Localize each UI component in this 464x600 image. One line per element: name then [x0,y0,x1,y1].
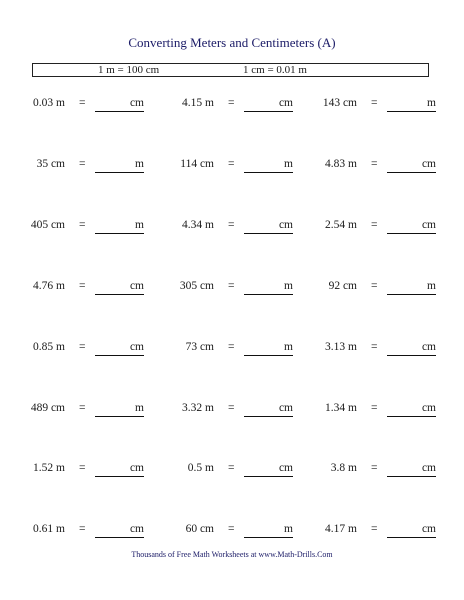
equals-sign: = [228,402,235,414]
problem-quantity: 4.17 m [325,523,357,535]
equals-sign: = [228,462,235,474]
equals-sign: = [228,280,235,292]
equals-sign: = [228,158,235,170]
conversion-problem [0,401,150,421]
equals-sign: = [79,523,86,535]
answer-blank[interactable]: cm [244,96,293,112]
answer-blank[interactable]: m [244,157,293,173]
problem-quantity: 3.13 m [325,341,357,353]
equals-sign: = [228,97,235,109]
problem-quantity: 4.34 m [182,219,214,231]
conversion-problem [149,279,299,299]
equals-sign: = [371,462,378,474]
answer-blank[interactable]: cm [95,279,144,295]
conversion-problem [149,522,299,542]
reference-fact-meters: 1 m = 100 cm [98,64,160,76]
equals-sign: = [79,341,86,353]
conversion-problem [149,401,299,421]
conversion-reference-box [32,63,429,77]
answer-blank[interactable]: m [387,279,436,295]
conversion-problem [0,522,150,542]
equals-sign: = [371,523,378,535]
problem-quantity: 4.83 m [325,158,357,170]
answer-blank[interactable]: cm [387,157,436,173]
equals-sign: = [79,462,86,474]
reference-fact-centimeters: 1 cm = 0.01 m [243,64,307,76]
equals-sign: = [79,280,86,292]
answer-blank[interactable]: m [244,279,293,295]
conversion-problem [292,461,442,481]
answer-blank[interactable]: cm [387,461,436,477]
problem-quantity: 0.61 m [33,523,65,535]
equals-sign: = [79,97,86,109]
conversion-problem [292,340,442,360]
answer-blank[interactable]: cm [95,461,144,477]
problem-quantity: 3.8 m [330,462,357,474]
answer-blank[interactable]: cm [387,522,436,538]
worksheet-title: Converting Meters and Centimeters (A) [128,35,336,50]
problem-row [0,157,464,177]
problem-quantity: 1.52 m [33,462,65,474]
equals-sign: = [228,219,235,231]
conversion-problem [149,340,299,360]
conversion-problem [0,96,150,116]
equals-sign: = [228,341,235,353]
conversion-problem [0,279,150,299]
answer-blank[interactable]: m [95,401,144,417]
conversion-problem [149,461,299,481]
answer-blank[interactable]: cm [387,340,436,356]
answer-blank[interactable]: cm [95,340,144,356]
equals-sign: = [371,219,378,231]
problem-quantity: 0.03 m [33,97,65,109]
answer-blank[interactable]: cm [387,401,436,417]
equals-sign: = [371,97,378,109]
conversion-problem [292,96,442,116]
problem-row [0,461,464,481]
problem-row [0,522,464,542]
equals-sign: = [371,158,378,170]
conversion-problem [292,401,442,421]
answer-blank[interactable]: m [244,522,293,538]
equals-sign: = [371,402,378,414]
answer-blank[interactable]: cm [244,461,293,477]
problem-quantity: 489 cm [30,402,65,414]
conversion-problem [292,218,442,238]
equals-sign: = [79,158,86,170]
problem-row [0,218,464,238]
problem-quantity: 0.5 m [187,462,214,474]
problem-quantity: 1.34 m [325,402,357,414]
conversion-problem [0,218,150,238]
equals-sign: = [228,523,235,535]
problem-quantity: 405 cm [30,219,65,231]
answer-blank[interactable]: m [387,96,436,112]
problem-quantity: 4.76 m [33,280,65,292]
conversion-problem [292,279,442,299]
conversion-problem [0,461,150,481]
footer-credit: Thousands of Free Math Worksheets at www.Math-Drills.Com [131,550,333,559]
answer-blank[interactable]: cm [95,522,144,538]
answer-blank[interactable]: cm [95,96,144,112]
problem-row [0,96,464,116]
problem-quantity: 73 cm [185,341,214,353]
conversion-problem [292,522,442,542]
answer-blank[interactable]: cm [244,401,293,417]
problem-quantity: 114 cm [180,158,214,170]
problem-row [0,401,464,421]
equals-sign: = [79,219,86,231]
conversion-problem [0,340,150,360]
answer-blank[interactable]: m [244,340,293,356]
equals-sign: = [79,402,86,414]
conversion-problem [292,157,442,177]
equals-sign: = [371,280,378,292]
answer-blank[interactable]: cm [244,218,293,234]
conversion-problem [0,157,150,177]
problem-row [0,340,464,360]
answer-blank[interactable]: m [95,218,144,234]
problem-quantity: 35 cm [36,158,65,170]
problem-quantity: 60 cm [185,523,214,535]
problem-row [0,279,464,299]
conversion-problem [149,218,299,238]
problem-quantity: 4.15 m [182,97,214,109]
problem-quantity: 92 cm [328,280,357,292]
problem-quantity: 2.54 m [325,219,357,231]
conversion-problem [149,96,299,116]
problem-quantity: 0.85 m [33,341,65,353]
conversion-problem [149,157,299,177]
answer-blank[interactable]: m [95,157,144,173]
answer-blank[interactable]: cm [387,218,436,234]
problem-quantity: 305 cm [179,280,214,292]
problem-quantity: 143 cm [322,97,357,109]
problem-quantity: 3.32 m [182,402,214,414]
equals-sign: = [371,341,378,353]
